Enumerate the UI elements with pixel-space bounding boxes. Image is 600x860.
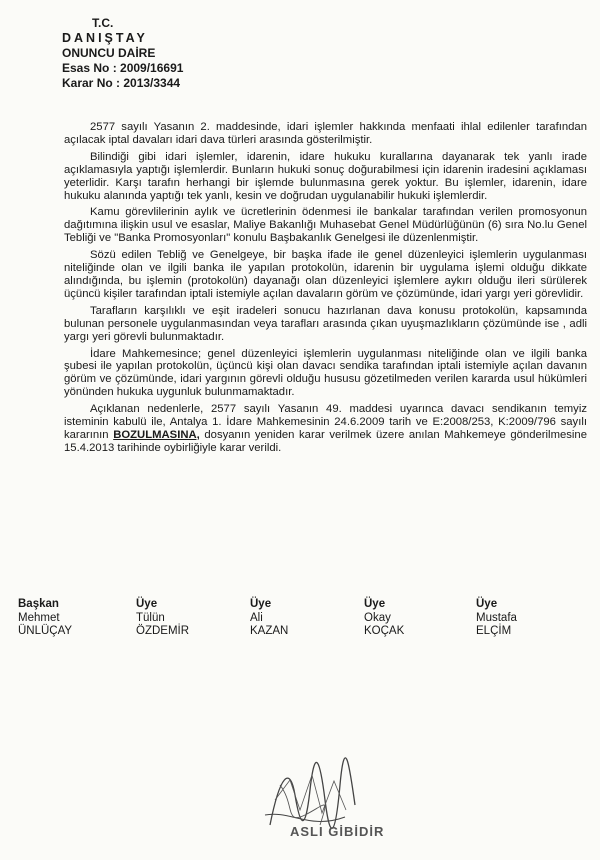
certified-copy-stamp: ASLI GİBİDİR — [290, 824, 385, 839]
judge-member — [136, 598, 189, 639]
judge-member — [364, 598, 404, 639]
judges-block — [18, 598, 588, 648]
judge-role: Üye — [476, 598, 498, 610]
paragraph: Sözü edilen Tebliğ ve Genelgeye, bir başka ifade ile genel düzenleyici işlemlerin uygulanması niteliğinde olan ve ilgili banka ile yapılan protokolün, idarenin bir uygulama işlemi olduğu dikkate alındığında, bu işlemin (protokolün) dayanağı olan düzenleyici işlemlere aykırı olduğu ileri sürülerek üçüncü kişiler tarafından iptali istemiyle açılan davaların görüm ve çözümünde, idari yargı yeri görevlidir. — [64, 249, 587, 300]
judge-last-name: ÖZDEMİR — [136, 625, 190, 637]
paragraph: Tarafların karşılıklı ve eşit iradeleri sonucu hazırlanan dava konusu protokolün, kapsamında bulunan personele uygulanmasından veya tarafları arasında çıkan uyuşmazlıkların çözümünde ise , adli yargı yeri görevli bulunmaktadır. — [64, 304, 587, 343]
decision-number: Karar No : 2013/3344 — [62, 76, 181, 90]
document-header — [62, 16, 183, 91]
judge-last-name: ÜNLÜÇAY — [18, 625, 73, 637]
verdict-emphasis: BOZULMASINA, — [113, 428, 200, 441]
judge-first-name: Ali — [250, 611, 263, 624]
judge-role: Üye — [250, 598, 272, 610]
verdict-text: Açıklanan nedenlerle, 2577 sayılı Yasanın 49. maddesi uyarınca davacı sendikanın temyiz isteminin kabulü ile, Antalya 1. İdare Mahkemesinin 24.6.2009 tarih ve E:2008/253, K:2009/796 sayılı kararının — [64, 403, 587, 441]
paragraph: Bilindiği gibi idari işlemler, idarenin, idare hukuku kurallarına dayanarak tek yanlı irade açıklamasıyla yaptığı işlemlerdir. Bunların hukuki sonuç doğurabilmesi için idarenin iradesini açıklaması yeterlidir. Karşı tarafın herhangi bir işlemde bulunmasına gerek yoktur. Bu işlemler, idarenin, idare hukuku alanında yaptığı tek yanlı, kesin ve doğrudan uygulanabilir hukuki işlemlerdir. — [64, 150, 587, 202]
republic-label: T.C. — [92, 16, 114, 30]
verdict-text: dosyanın yeniden karar verilmek üzere anılan Mahkemeye gönderilmesine 15.4.2013 tarihinde oybirliğiyle karar verildi. — [64, 428, 587, 454]
judge-first-name: Mustafa — [476, 611, 517, 624]
judge-role: Üye — [364, 598, 386, 610]
judge-last-name: KOÇAK — [364, 625, 405, 637]
judge-last-name: ELÇİM — [476, 625, 512, 637]
decision-body — [64, 121, 587, 459]
judge-role: Üye — [136, 598, 158, 610]
judge-last-name: KAZAN — [250, 625, 289, 637]
case-number: Esas No : 2009/16691 — [62, 61, 184, 75]
judge-member — [250, 598, 288, 639]
paragraph: 2577 sayılı Yasanın 2. maddesinde, idari işlemler hakkında menfaati ihlal edilenler tarafından açılacak iptal davaları idari dava türleri arasında gösterilmiştir. — [64, 121, 587, 146]
judge-first-name: Okay — [364, 611, 391, 624]
paragraph: Kamu görevlilerinin aylık ve ücretlerinin ödenmesi ile bankalar tarafından verilen promosyonun dağıtımına ilişkin usul ve esaslar, Maliye Bakanlığı Muhasebat Genel Müdürlüğünün (6) sıra No.lu Genel Tebliği ve "Banka Promosyonları" konulu Başbakanlık Genelgesi ile düzenlenmiştir. — [64, 206, 587, 245]
judge-first-name: Tülün — [136, 611, 165, 624]
chamber-name: ONUNCU DAİRE — [62, 46, 156, 60]
court-name: DANIŞTAY — [62, 31, 148, 45]
final-verdict-paragraph — [64, 403, 587, 455]
judge-role: Başkan — [18, 598, 59, 610]
judge-first-name: Mehmet — [18, 611, 60, 624]
paragraph: İdare Mahkemesince; genel düzenleyici işlemlerin uygulanması niteliğinde olan ve ilgili banka şubesi ile yapılan protokolün, üçüncü kişi olan davacı sendika tarafından iptali istemiyle açılan davanın görüm ve çözümünde, idari yargının görevli olduğu hususu gözetilmeden verilen kararda usul hükümleri yönünden hukuka uygunluk bulunmamaktadır. — [64, 347, 587, 399]
judge-president — [18, 598, 72, 639]
judge-member — [476, 598, 517, 639]
